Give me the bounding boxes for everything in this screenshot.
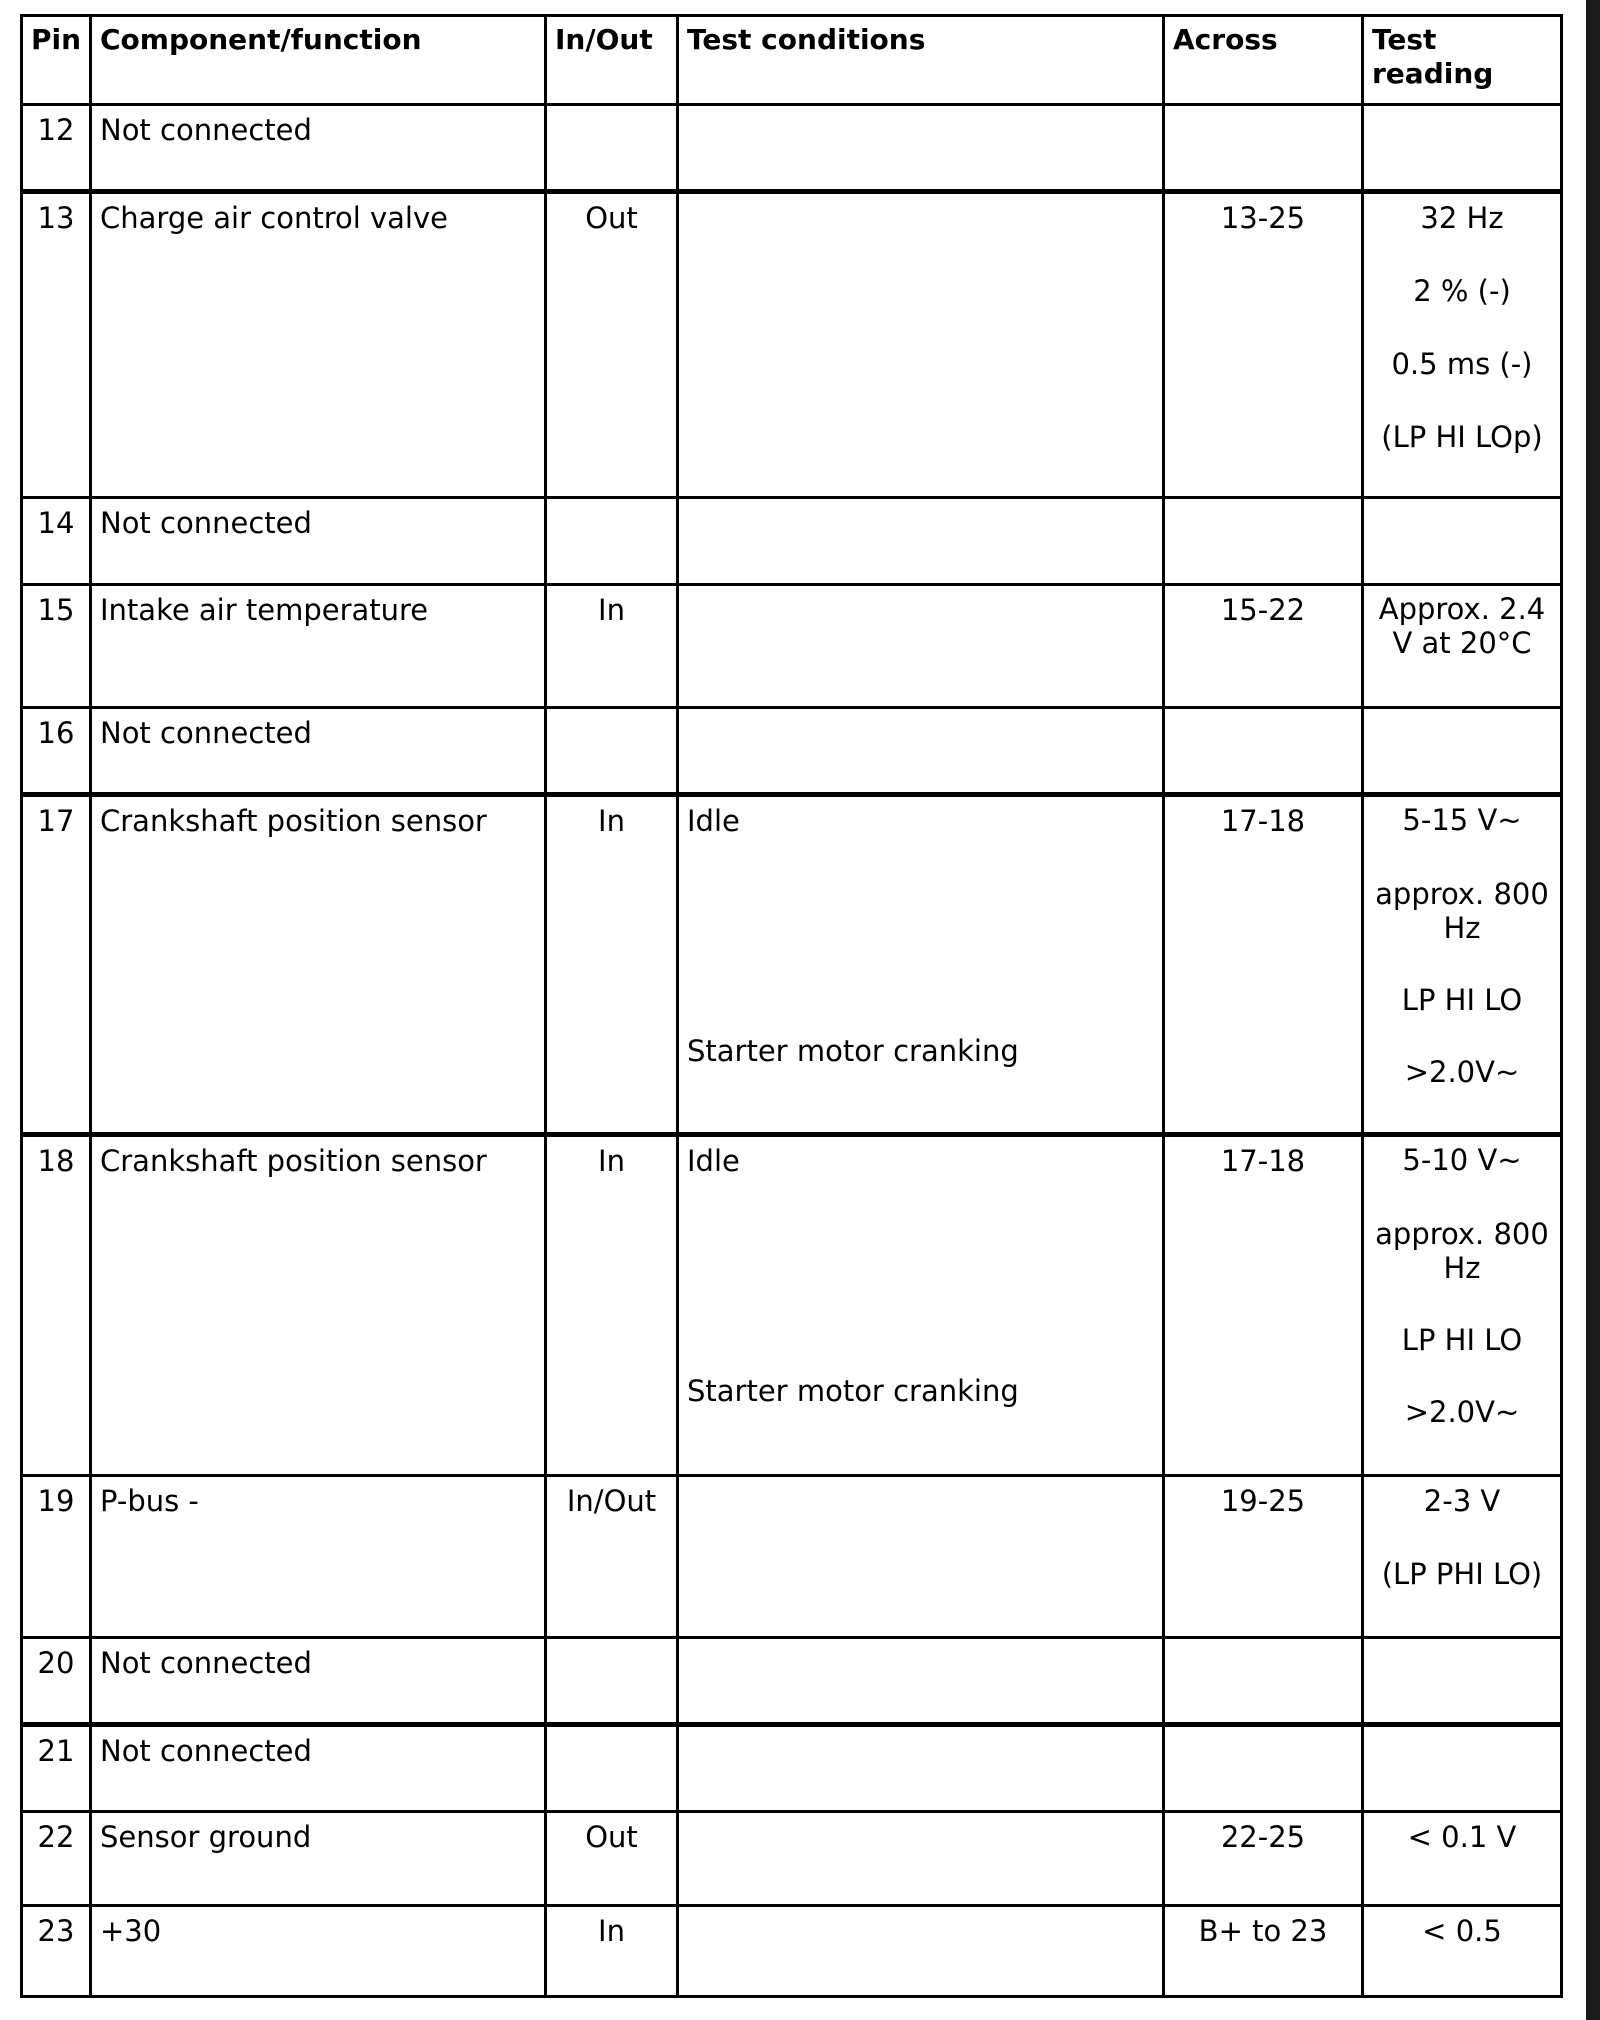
conditions-cell (678, 498, 1164, 585)
header-pin: Pin (22, 16, 91, 105)
conditions-cell (678, 1906, 1164, 1997)
across-cell (1164, 105, 1363, 192)
reading-cell (1363, 1725, 1562, 1812)
reading-cell (1363, 795, 1562, 1135)
inout-cell: In (546, 1906, 678, 1997)
pin-cell: 19 (22, 1476, 91, 1638)
across-cell: 17-18 (1164, 1135, 1363, 1476)
across-cell: 15-22 (1164, 585, 1363, 708)
inout-cell: Out (546, 192, 678, 498)
header-across: Across (1164, 16, 1363, 105)
reading-line: (LP PHI LO) (1381, 1557, 1543, 1591)
reading-line: LP HI LO (1401, 983, 1523, 1017)
component-cell: Intake air temperature (91, 585, 546, 708)
reading-line: < 0.5 (1422, 1914, 1502, 1948)
across-cell: 17-18 (1164, 795, 1363, 1135)
across-cell: 22-25 (1164, 1812, 1363, 1906)
inout-cell (546, 105, 678, 192)
conditions-cell (678, 1725, 1164, 1812)
table-row (22, 708, 1562, 795)
reading-line: < 0.1 V (1407, 1820, 1517, 1854)
table-row (22, 1812, 1562, 1906)
component-cell: Charge air control valve (91, 192, 546, 498)
pin-cell: 23 (22, 1906, 91, 1997)
across-cell (1164, 498, 1363, 585)
reading-line: >2.0V~ (1404, 1395, 1520, 1429)
reading-line: 5-10 V~ (1402, 1143, 1522, 1177)
component-cell: +30 (91, 1906, 546, 1997)
reading-line: 5-15 V~ (1402, 803, 1522, 837)
reading-line: >2.0V~ (1404, 1055, 1520, 1089)
conditions-cell (678, 1476, 1164, 1638)
pin-cell: 14 (22, 498, 91, 585)
table-row (22, 1638, 1562, 1725)
reading-line: LP HI LO (1401, 1323, 1523, 1357)
component-cell: Not connected (91, 105, 546, 192)
pin-cell: 15 (22, 585, 91, 708)
conditions-cell (678, 1638, 1164, 1725)
table-row (22, 498, 1562, 585)
reading-cell (1363, 1476, 1562, 1638)
conditions-cell (678, 192, 1164, 498)
inout-cell (546, 498, 678, 585)
reading-cell (1363, 585, 1562, 708)
table-row (22, 1906, 1562, 1997)
reading-cell (1363, 708, 1562, 795)
inout-cell (546, 708, 678, 795)
inout-cell (546, 1638, 678, 1725)
reading-cell (1363, 1638, 1562, 1725)
condition-line: Idle (687, 804, 740, 838)
inout-cell: Out (546, 1812, 678, 1906)
pin-cell: 20 (22, 1638, 91, 1725)
conditions-cell (678, 1135, 1164, 1476)
reading-line: Approx. 2.4 V at 20°C (1378, 592, 1546, 660)
header-reading: Test reading (1363, 16, 1562, 105)
across-cell: B+ to 23 (1164, 1906, 1363, 1997)
inout-cell: In (546, 795, 678, 1135)
reading-line: 2 % (-) (1413, 274, 1511, 308)
condition-line: Idle (687, 1144, 740, 1178)
component-cell: Not connected (91, 1725, 546, 1812)
page-edge-bar (1586, 0, 1600, 2020)
conditions-cell (678, 585, 1164, 708)
pin-table (20, 14, 1563, 1998)
inout-cell: In (546, 1135, 678, 1476)
pin-cell: 12 (22, 105, 91, 192)
component-cell: Crankshaft position sensor (91, 795, 546, 1135)
reading-cell (1363, 498, 1562, 585)
across-cell (1164, 708, 1363, 795)
reading-cell (1363, 1906, 1562, 1997)
conditions-cell (678, 1812, 1164, 1906)
pin-cell: 18 (22, 1135, 91, 1476)
across-cell (1164, 1638, 1363, 1725)
across-cell: 19-25 (1164, 1476, 1363, 1638)
table-row (22, 585, 1562, 708)
conditions-cell (678, 795, 1164, 1135)
reading-cell (1363, 192, 1562, 498)
inout-cell: In/Out (546, 1476, 678, 1638)
pin-cell: 13 (22, 192, 91, 498)
component-cell: Sensor ground (91, 1812, 546, 1906)
table-row (22, 795, 1562, 1135)
component-cell: Not connected (91, 1638, 546, 1725)
reading-line: 0.5 ms (-) (1391, 347, 1533, 381)
component-cell: Not connected (91, 498, 546, 585)
pin-cell: 21 (22, 1725, 91, 1812)
header-row (22, 16, 1562, 105)
reading-line: 32 Hz (1420, 201, 1504, 235)
reading-line: approx. 800 Hz (1375, 1217, 1549, 1285)
pin-cell: 22 (22, 1812, 91, 1906)
inout-cell (546, 1725, 678, 1812)
conditions-cell (678, 708, 1164, 795)
reading-cell (1363, 105, 1562, 192)
table-row (22, 1725, 1562, 1812)
component-cell: Not connected (91, 708, 546, 795)
table-row (22, 105, 1562, 192)
reading-cell (1363, 1135, 1562, 1476)
reading-line: approx. 800 Hz (1375, 877, 1549, 945)
condition-line: Starter motor cranking (687, 1374, 1019, 1408)
reading-line: 2-3 V (1423, 1484, 1501, 1518)
conditions-cell (678, 105, 1164, 192)
component-cell: Crankshaft position sensor (91, 1135, 546, 1476)
table-row (22, 1135, 1562, 1476)
reading-cell (1363, 1812, 1562, 1906)
inout-cell: In (546, 585, 678, 708)
across-cell: 13-25 (1164, 192, 1363, 498)
table-row (22, 1476, 1562, 1638)
header-conditions: Test conditions (678, 16, 1164, 105)
across-cell (1164, 1725, 1363, 1812)
pin-cell: 16 (22, 708, 91, 795)
component-cell: P-bus - (91, 1476, 546, 1638)
condition-line: Starter motor cranking (687, 1034, 1019, 1068)
table-row (22, 192, 1562, 498)
header-component: Component/function (91, 16, 546, 105)
pin-cell: 17 (22, 795, 91, 1135)
reading-line: (LP HI LOp) (1381, 420, 1543, 454)
header-inout: In/Out (546, 16, 678, 105)
